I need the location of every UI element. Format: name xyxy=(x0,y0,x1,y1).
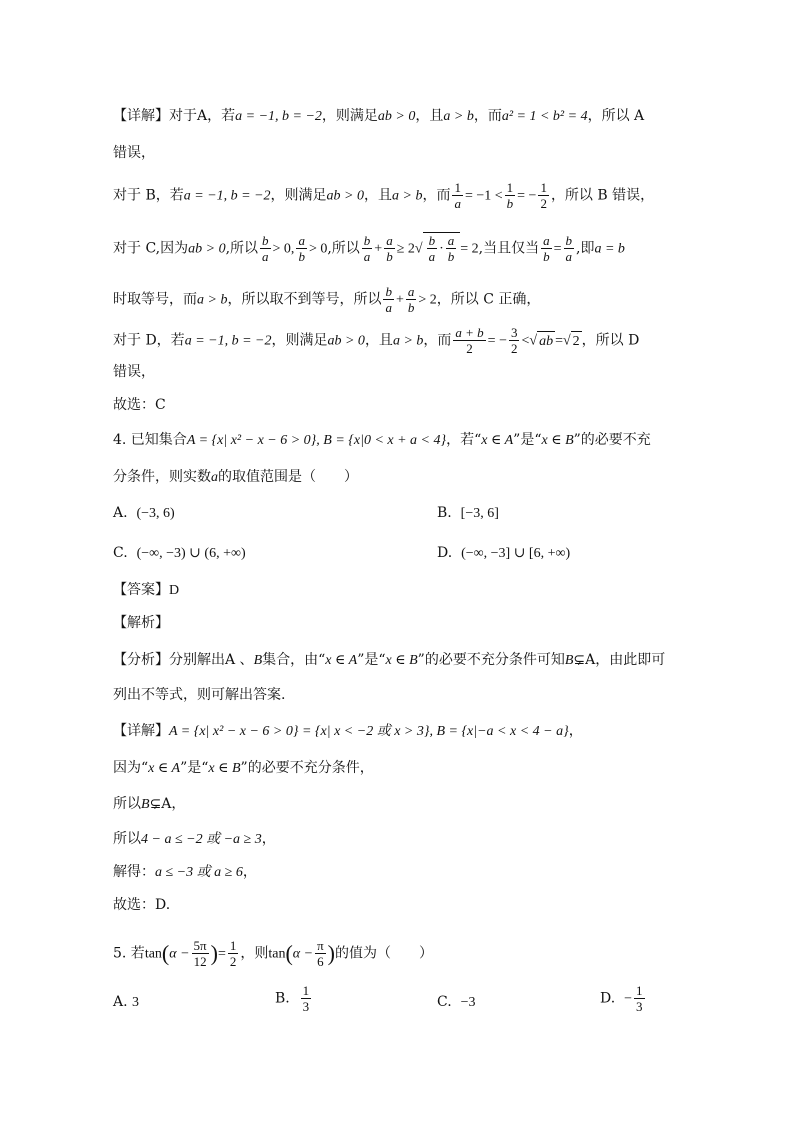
option-value: −3 xyxy=(460,995,476,1010)
text: 时取等号，而 xyxy=(113,291,197,308)
text: ”的必要不充 xyxy=(573,432,651,448)
text: 对于A，若 xyxy=(169,108,236,124)
fraction: $\frac{1}{b}$ xyxy=(506,180,514,211)
fraction: $\frac{5\pi}{12}$ xyxy=(193,938,207,969)
text: ，则 xyxy=(240,945,269,962)
text: ”是“ xyxy=(180,760,209,776)
q4-stem-line1 xyxy=(113,430,651,451)
text: ,所以 xyxy=(327,240,360,257)
text: ，且 xyxy=(364,332,393,349)
text: ”的必要不充分条件， xyxy=(240,760,374,776)
math: B xyxy=(564,653,574,668)
math: a = −1, b = −2 xyxy=(184,333,272,349)
math: < xyxy=(521,333,530,349)
math: ab > 0 xyxy=(188,241,226,257)
q4-fenxi-line1 xyxy=(113,650,665,671)
math: a² = 1 < b² = 4 xyxy=(501,109,588,124)
text: 【分析】 xyxy=(113,652,169,668)
math: a ≤ −3 或 a ≥ 6 xyxy=(155,865,243,880)
text: ， xyxy=(261,831,276,847)
text: ，所以 C 正确， xyxy=(436,291,541,308)
text: 【详解】 xyxy=(113,723,169,739)
math: = xyxy=(217,946,226,962)
q4-detail-line4 xyxy=(113,829,276,850)
fraction: $\frac{1}{3}$ xyxy=(302,983,310,1014)
q5-option-a xyxy=(113,992,139,1013)
math: tan xyxy=(268,946,286,962)
text: 分别解出A 、 xyxy=(169,652,254,668)
answer-label: 【答案】 xyxy=(113,582,169,598)
option-value: (−∞, −3) ∪ (6, +∞) xyxy=(136,546,246,561)
detail-a-line1 xyxy=(113,106,644,127)
math: = −1 < xyxy=(464,188,503,204)
detail-d-line: 对于 D，若a = −1, b = −2，则满足ab > 0，且a > b，而 $\frac{a + b}{2}$ = − $\frac{3}{2}$ <√ ab =√ 2 ，所以 D xyxy=(113,325,640,356)
text: ”是“ xyxy=(357,652,386,668)
q4-detail-line5 xyxy=(113,862,257,883)
text: 所以 xyxy=(113,796,141,812)
math: = xyxy=(555,333,563,349)
fraction: $\frac{3}{2}$ xyxy=(510,325,518,356)
fraction: $\frac{b}{a}$ xyxy=(262,233,269,264)
q4-detail-line3 xyxy=(113,794,185,815)
text: ，而 xyxy=(423,332,452,349)
sqrt: ab xyxy=(537,331,555,352)
fraction: $\frac{\pi}{6}$ xyxy=(317,938,324,969)
text: ， xyxy=(568,723,583,739)
math: > 2 xyxy=(418,292,437,308)
option-prefix: − xyxy=(624,991,632,1007)
fraction: $\frac{b}{a}$ xyxy=(363,233,371,264)
math: tan xyxy=(144,946,162,962)
option-letter: B. xyxy=(437,505,452,521)
q4-analysis-label: 【解析】 xyxy=(113,615,169,631)
option-letter: C. xyxy=(437,994,452,1010)
option-letter: C. xyxy=(113,545,128,561)
fraction: $\frac{1}{2}$ xyxy=(540,180,547,211)
q4-option-b xyxy=(437,503,499,524)
math: ≥ 2 xyxy=(396,241,415,257)
fraction: $\frac{a + b}{2}$ xyxy=(455,325,484,356)
q4-option-c xyxy=(113,543,246,564)
math: ab > 0 xyxy=(327,333,365,349)
text: ，所以 D xyxy=(581,332,640,349)
q4-detail-line1 xyxy=(113,721,583,742)
math: a = −1, b = −2 xyxy=(235,109,322,124)
text: ”是“ xyxy=(513,432,542,448)
sqrt: 2 xyxy=(571,331,582,352)
option-value: (−3, 6) xyxy=(136,506,175,521)
detail-label: 【详解】 xyxy=(113,108,169,124)
q4-detail-line2 xyxy=(113,758,374,779)
math: x ∈ A xyxy=(325,653,358,668)
text: 5. 若 xyxy=(113,945,145,962)
math: a > b xyxy=(197,292,228,308)
fraction: $\frac{a}{b}$ xyxy=(298,233,305,264)
text: 分条件，则实数 xyxy=(113,469,211,485)
text: 对于 D，若 xyxy=(113,332,185,349)
math: x ∈ A xyxy=(481,433,514,448)
math: a > b xyxy=(392,333,424,349)
fraction: $\frac{a}{b}$ xyxy=(407,284,415,315)
detail-a-line2: 错误， xyxy=(113,145,155,161)
fraction: $\frac{a}{b}$ xyxy=(386,233,393,264)
text: 4. 已知集合 xyxy=(113,432,187,448)
math: ab > 0 xyxy=(377,109,416,124)
option-letter: A. xyxy=(113,994,128,1010)
math: > 0 xyxy=(308,241,328,257)
text: ，而 xyxy=(422,187,451,204)
math: = 2 xyxy=(460,241,479,257)
q4-option-d xyxy=(437,543,570,564)
text: ,即 xyxy=(576,240,595,257)
option-letter: A. xyxy=(113,505,128,521)
text: 的值为（ ） xyxy=(335,945,433,962)
math: B xyxy=(253,653,263,668)
math: B xyxy=(141,797,150,812)
text: 解得： xyxy=(113,864,155,880)
text: 因为“ xyxy=(113,760,149,776)
q4-fenxi-line2: 列出不等式，则可解出答案. xyxy=(113,687,286,703)
text: 所以 xyxy=(113,831,141,847)
math: a = −1, b = −2 xyxy=(183,188,271,204)
math: ab > 0 xyxy=(326,188,364,204)
math: 4 − a ≤ −2 或 −a ≥ 3 xyxy=(141,832,262,847)
math: α − xyxy=(292,946,314,962)
text: ，而 xyxy=(473,108,502,124)
text: ， xyxy=(242,864,257,880)
text: ，则满足 xyxy=(271,332,328,349)
math: x ∈ B xyxy=(385,653,418,668)
fraction: $\frac{1}{3}$ xyxy=(636,983,643,1014)
text: 对于 B，若 xyxy=(113,187,184,204)
text: ，则满足 xyxy=(270,187,327,204)
text: ，若“ xyxy=(446,432,482,448)
q5-option-c xyxy=(437,992,475,1013)
detail-b-line xyxy=(113,180,654,211)
text: ，则满足 xyxy=(321,108,378,124)
q4-answer xyxy=(113,580,179,601)
option-value: 3 xyxy=(132,995,140,1010)
fraction: $\frac{b}{a}$ xyxy=(428,233,436,264)
math: > 0, xyxy=(272,241,295,257)
option-letter: B. xyxy=(275,990,290,1007)
text: ,所以 xyxy=(225,240,259,257)
text: ，所以取不到等号，所以 xyxy=(227,291,382,308)
math: A = {x| x² − x − 6 > 0}, B = {x|0 < x + a < 4} xyxy=(186,433,447,448)
fraction: $\frac{b}{a}$ xyxy=(385,284,392,315)
q4-stem-line2 xyxy=(113,467,358,488)
math: A = {x| x² − x − 6 > 0} = {x| x < −2 或 x > 3}, B = {x|−a < x < 4 − a} xyxy=(169,724,569,739)
q4-option-a xyxy=(113,503,175,524)
q5-option-d xyxy=(600,983,647,1014)
option-letter: D. xyxy=(600,990,616,1007)
text: 的取值范围是（ ） xyxy=(218,469,358,485)
math: a > b xyxy=(392,188,423,204)
math: a xyxy=(211,470,218,485)
fraction: $\frac{a}{b}$ xyxy=(543,233,550,264)
option-value: [−3, 6] xyxy=(460,506,499,521)
text: ⊊A，由此即可 xyxy=(573,652,666,668)
fraction: $\frac{1}{2}$ xyxy=(229,938,237,969)
text: ，且 xyxy=(415,108,444,124)
sqrt: $\frac{b}{a}$ · $\frac{a}{b}$ xyxy=(423,232,461,264)
fraction: $\frac{1}{a}$ xyxy=(454,180,461,211)
detail-d-line2: 错误， xyxy=(113,364,155,380)
math: α − xyxy=(169,946,190,962)
fraction: $\frac{a}{b}$ xyxy=(447,233,455,264)
detail-c-line2: 时取等号，而a > b，所以取不到等号，所以 $\frac{b}{a}$ + $\frac{a}{b}$ > 2，所以 C 正确， xyxy=(113,284,541,315)
text: ⊊A， xyxy=(149,796,186,812)
detail-c-line: 对于 C,因为ab > 0,所以 $\frac{b}{a}$ > 0, $\frac{a}{b}$ > 0,所以 $\frac{b}{a}$ + $\frac{a}{b}$ ≥ 2√ $\frac{b}{a}$ · $\frac{a}{b}$ = 2,当且仅当 $\frac{a}{b}$ = $\frac{b}{a}$ ,即a = b xyxy=(113,233,625,264)
answer-value: D xyxy=(169,583,180,598)
math: = − xyxy=(487,333,507,349)
answer-q4: 故选：D. xyxy=(113,897,171,913)
text: ，且 xyxy=(364,187,392,204)
answer-q3: 故选：C xyxy=(113,397,166,413)
math: x ∈ A xyxy=(148,761,181,776)
text: ”的必要不充分条件可知 xyxy=(417,652,565,668)
text: ，所以 A xyxy=(587,108,645,124)
text: ，所以 B 错误， xyxy=(550,187,655,204)
math: x ∈ B xyxy=(208,761,241,776)
math: a = b xyxy=(594,241,625,257)
q5-stem: 5. 若tan(α − $\frac{5\pi}{12}$ )= $\frac{1}{2}$ ，则tan(α − $\frac{\pi}{6}$ )的值为（ ） xyxy=(113,938,433,969)
text: 对于 C,因为 xyxy=(113,240,189,257)
math: = − xyxy=(517,188,537,204)
text: ,当且仅当 xyxy=(478,240,540,257)
option-letter: D. xyxy=(437,545,453,561)
math: x ∈ B xyxy=(541,433,574,448)
text: 集合，由“ xyxy=(262,652,326,668)
q5-option-b xyxy=(275,983,313,1014)
fraction: $\frac{b}{a}$ xyxy=(565,233,573,264)
option-value: (−∞, −3] ∪ [6, +∞) xyxy=(461,546,571,561)
math: a > b xyxy=(443,109,474,124)
